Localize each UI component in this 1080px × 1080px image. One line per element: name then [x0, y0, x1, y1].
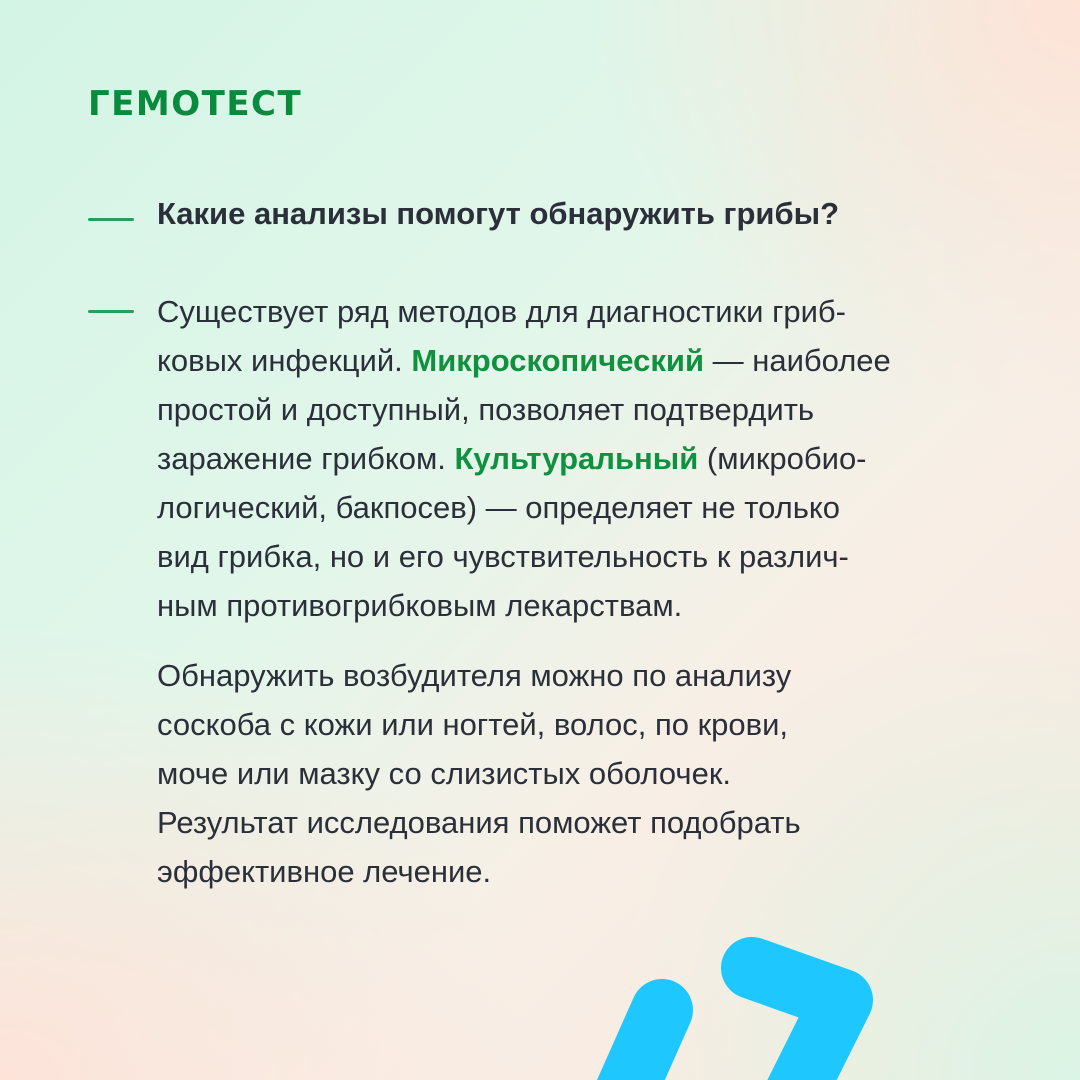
text-run: вид грибка, но и его чувствительность к различ-: [157, 539, 849, 574]
text-line: [157, 532, 1037, 581]
text-line: [157, 581, 1037, 630]
heading: Какие анализы помогут обнаружить грибы?: [157, 196, 839, 231]
text-run: простой и доступный, позволяет подтвердить: [157, 392, 815, 427]
quote-stroke-right: [752, 968, 842, 1080]
text-run: ковых инфекций.: [157, 343, 412, 378]
text-run: Существует ряд методов для диагностики гриб-: [157, 294, 847, 329]
paragraph-methods: [157, 287, 1037, 630]
blue-quote-icon: [560, 900, 1080, 1080]
text-line: [157, 483, 1037, 532]
text-run: заражение грибком.: [157, 441, 455, 476]
text-line: соскоба с кожи или ногтей, волос, по крови,: [157, 707, 789, 742]
text-run: — наиболее: [704, 343, 891, 378]
text-line: Результат исследования поможет подобрать: [157, 805, 801, 840]
heading-dash: [88, 218, 134, 221]
text-run: ным противогрибковым лекарствам.: [157, 588, 683, 623]
highlight-cultural: Культуральный: [454, 441, 699, 476]
logo-text: ГЕМОТЕСТ: [88, 84, 303, 124]
text-line: [157, 385, 1037, 434]
text-line: моче или мазку со слизистых оболочек.: [157, 756, 731, 791]
paragraph-dash: [88, 310, 134, 313]
text-line: Обнаружить возбудителя можно по анализу: [157, 658, 792, 693]
highlight-microscopic: Микроскопический: [411, 343, 704, 378]
text-run: логический, бакпосев) — определяет не только: [157, 490, 841, 525]
text-run: (микробио-: [698, 441, 867, 476]
quote-stroke-left: [622, 1010, 662, 1080]
text-line: [157, 434, 1037, 483]
paragraph-pathogen: [157, 651, 1037, 896]
text-line: эффективное лечение.: [157, 854, 492, 889]
text-line: [157, 336, 1037, 385]
text-line: [157, 287, 1037, 336]
